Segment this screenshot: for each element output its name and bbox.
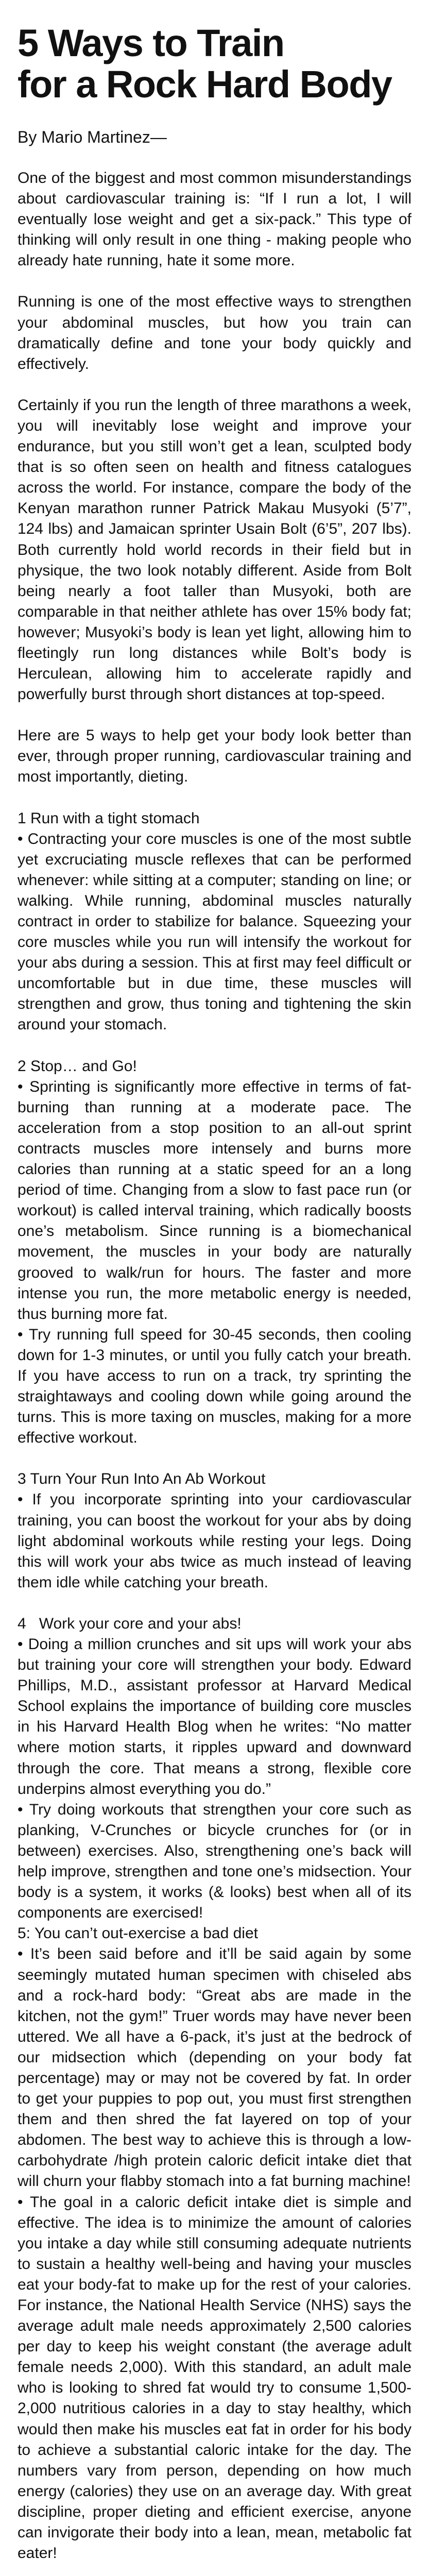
section-5-bullet-1: • It’s been said before and it’ll be said again by some seemingly mutated human specimen with chiseled abs and a rock-hard body: “Great abs are made in the kitchen, not the gym!” Truer words may have never been uttered. We all have a 6-pack, it’s just at the bedrock of our midsection which (depending on your body fat percentage) may or may not be covered by fat. In order to get your puppies to pop out, you must first strengthen them and then shred the fat layered on top of your abdomen. The best way to achieve this is through a low-carbohydrate /high protein caloric deficit intake diet that will churn your flabby stomach into a fat burning machine! bbox=[18, 1945, 411, 2190]
section-5-heading: 5: You can’t out-exercise a bad diet bbox=[18, 1925, 258, 1942]
section-3-bullet-1: • If you incorporate sprinting into your cardiovascular training, you can boost the workout for your abs by doing light abdominal workouts while resting your legs. Doing this will work your abs twice as much instead of leaving them idle while catching your breath. bbox=[18, 1491, 411, 1591]
intro-paragraph-3: Certainly if you run the length of three marathons a week, you will inevitably lose weight and improve your endurance, but you still won’t get a lean, sculpted body that is so often seen on health and fitness catalogues across the world. For instance, compare the body of the Kenyan marathon runner Patrick Makau Musyoki (5’7”, 124 lbs) and Jamaican sprinter Usain Bolt (6’5”, 207 lbs). Both currently hold world records in their field but in physique, the two look notably different. Aside from Bolt being nearly a foot taller than Musyoki, both are comparable in that neither athlete has over 15% body fat; however; Musyoki’s body is lean yet light, allowing him to fleetingly run long distances while Bolt’s body is Herculean, allowing him to accelerate rapidly and powerfully burst through short distances at top-speed. bbox=[18, 396, 411, 703]
intro-paragraph-4: Here are 5 ways to help get your body look better than ever, through proper running, cardiovascular training and most importantly, dieting. bbox=[18, 727, 411, 786]
section-3-heading: 3 Turn Your Run Into An Ab Workout bbox=[18, 1470, 266, 1488]
intro-paragraph-2: Running is one of the most effective ways to strengthen your abdominal muscles, but how you train can dramatically define and tone your body quickly and effectively. bbox=[18, 293, 411, 372]
article-title-line-1: 5 Ways to Train bbox=[18, 22, 284, 64]
section-1-bullet-1: • Contracting your core muscles is one of the most subtle yet excruciating muscle reflexes that can be performed whenever: while sitting at a computer; standing on line; or walking. While running, abdominal muscles naturally contract in order to stabilize for balance. Squeezing your core muscles while you run will intensify the workout for your abs during a session. This at first may feel difficult or uncomfortable but in due time, these muscles will strengthen and grow, thus toning and tightening the skin around your stomach. bbox=[18, 830, 411, 1033]
section-2-bullet-2: • Try running full speed for 30-45 seconds, then cooling down for 1-3 minutes, or until you fully catch your breath. If you have access to run on a track, try sprinting the straightaways and cooling down while going around the turns. This is more taxing on muscles, making for a more effective workout. bbox=[18, 1326, 411, 1447]
section-4-heading: 4 Work your core and your abs! bbox=[18, 1615, 242, 1632]
section-5-bullet-2: • The goal in a caloric deficit intake diet is simple and effective. The idea is to minimize the amount of calories you intake a day while still consuming adequate nutrients to sustain a healthy well-being and having your muscles eat your body-fat to make up for the rest of your calories. For instance, the National Health Service (NHS) says the average adult male needs approximately 2,500 calories per day to keep his weight constant (the average adult female needs 2,000). With this standard, an adult male who is looking to shred fat would try to consume 1,500-2,000 nutritious calories in a day to stay healthy, which would then make his muscles eat fat in order for his body to achieve a substantial caloric intake for the day. The numbers vary from person, depending on how much energy (calories) they use on an average day. With great discipline, proper dieting and efficient exercise, anyone can invigorate their body into a lean, mean, metabolic fat eater! bbox=[18, 2193, 411, 2562]
section-1-heading: 1 Run with a tight stomach bbox=[18, 809, 200, 827]
article-body bbox=[18, 168, 411, 2576]
article-title-line-2: for a Rock Hard Body bbox=[18, 63, 392, 106]
section-2-heading: 2 Stop… and Go! bbox=[18, 1057, 137, 1075]
intro-paragraph-1: One of the biggest and most common misunderstandings about cardiovascular training is: “If I run a lot, I will eventually lose weight and get a six-pack.” This type of thinking will only result in one thing - making people who already hate running, hate it some more. bbox=[18, 170, 411, 269]
section-4-bullet-2: • Try doing workouts that strengthen your core such as planking, V-Crunches or bicycle crunches for (or in between) exercises. Also, strengthening one’s back will help improve, strengthen and tone one’s midsection. Your body is a system, it works (& looks) best when all of its components are exercised! bbox=[18, 1801, 411, 1922]
article-title bbox=[18, 23, 429, 105]
section-2-bullet-1: • Sprinting is significantly more effective in terms of fat-burning than running at a moderate pace. The acceleration from a stop position to an all-out sprint contracts muscles more intensely and burns more calories than running at a static speed for an a long period of time. Changing from a slow to fast pace run (or workout) is called interval training, which radically boosts one’s metabolism. Since running is a biomechanical movement, the muscles in your body are naturally grooved to walk/run for hours. The faster and more intense you run, the more metabolic energy is needed, thus burning more fat. bbox=[18, 1078, 411, 1323]
section-4-bullet-1: • Doing a million crunches and sit ups will work your abs but training your core will strengthen your body. Edward Phillips, M.D., assistant professor at Harvard Medical School explains the importance of building core muscles in his Harvard Health Blog when he writes: “No matter where motion starts, it ripples upward and downward through the core. That means a strong, flexible core underpins almost everything you do.” bbox=[18, 1636, 411, 1798]
article-byline: By Mario Martinez— bbox=[18, 128, 167, 146]
